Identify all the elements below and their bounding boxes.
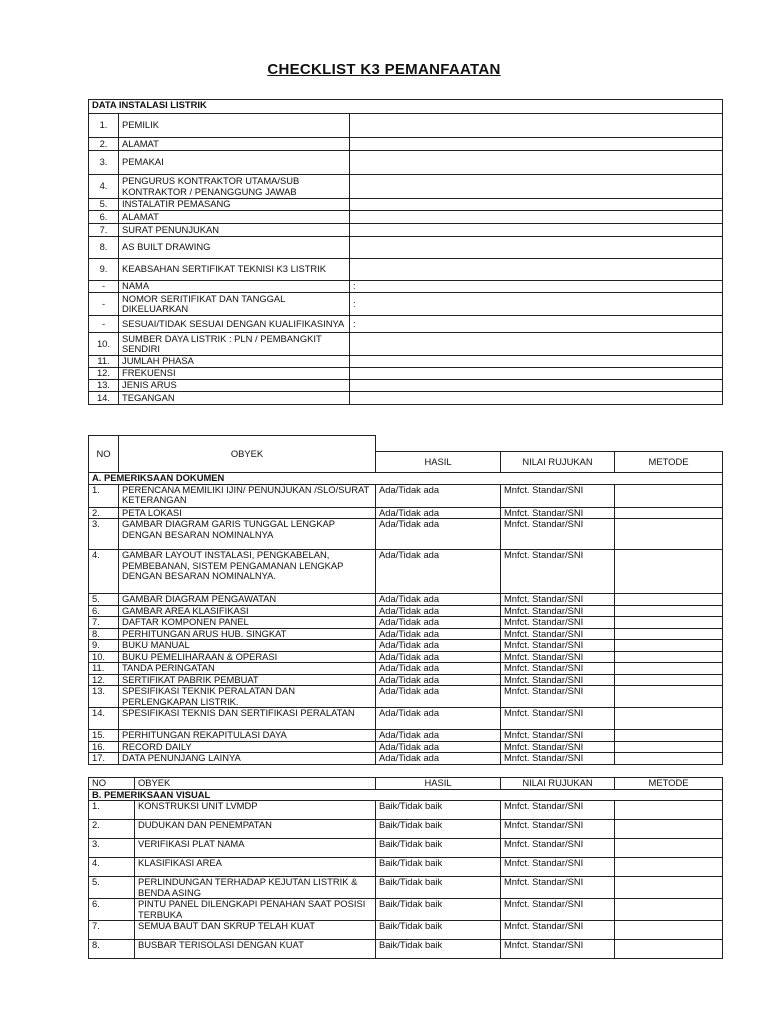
row-hasil-field[interactable]: Ada/Tidak ada xyxy=(376,550,501,594)
data-instalasi-row xyxy=(89,392,723,405)
row-number: 8. xyxy=(89,940,135,959)
dokumen-row xyxy=(89,741,723,753)
data-instalasi-row xyxy=(89,333,723,356)
dokumen-row xyxy=(89,640,723,652)
data-instalasi-row xyxy=(89,281,723,293)
row-number: 7. xyxy=(89,921,135,940)
row-hasil-field[interactable]: Ada/Tidak ada xyxy=(376,640,501,652)
visual-row xyxy=(89,858,723,877)
row-hasil-field[interactable]: Ada/Tidak ada xyxy=(376,753,501,765)
row-value-field[interactable]: : xyxy=(350,281,723,293)
col-header-hasil: HASIL xyxy=(376,778,501,790)
row-metode-field[interactable] xyxy=(615,708,723,730)
row-hasil-field[interactable]: Ada/Tidak ada xyxy=(376,507,501,519)
dokumen-row xyxy=(89,519,723,550)
row-number: 4. xyxy=(89,550,119,594)
row-hasil-field[interactable]: Baik/Tidak baik xyxy=(376,839,501,858)
row-obyek: DUDUKAN DAN PENEMPATAN xyxy=(135,820,376,839)
row-nilai-rujukan: Mnfct. Standar/SNI xyxy=(501,839,615,858)
dokumen-row xyxy=(89,617,723,629)
row-hasil-field[interactable]: Ada/Tidak ada xyxy=(376,686,501,708)
row-label: SESUAI/TIDAK SESUAI DENGAN KUALIFIKASINYA xyxy=(119,316,350,333)
row-number: 13. xyxy=(89,380,119,392)
row-label: INSTALATIR PEMASANG xyxy=(119,199,350,211)
row-metode-field[interactable] xyxy=(615,674,723,686)
visual-row xyxy=(89,921,723,940)
data-instalasi-row xyxy=(89,224,723,237)
row-label: KEABSAHAN SERTIFIKAT TEKNISI K3 LISTRIK xyxy=(119,259,350,281)
row-number: 1. xyxy=(89,801,135,820)
row-number: 9. xyxy=(89,640,119,652)
col-header-hasil: HASIL xyxy=(376,452,501,473)
row-nilai-rujukan: Mnfct. Standar/SNI xyxy=(501,858,615,877)
row-metode-field[interactable] xyxy=(615,940,723,959)
row-nilai-rujukan: Mnfct. Standar/SNI xyxy=(501,741,615,753)
row-hasil-field[interactable]: Baik/Tidak baik xyxy=(376,877,501,899)
data-instalasi-row xyxy=(89,293,723,316)
row-obyek: PERLINDUNGAN TERHADAP KEJUTAN LISTRIK & BENDA ASING xyxy=(135,877,376,899)
row-nilai-rujukan: Mnfct. Standar/SNI xyxy=(501,628,615,640)
row-obyek: GAMBAR AREA KLASIFIKASI xyxy=(119,605,376,617)
data-instalasi-row xyxy=(89,151,723,175)
row-value-field[interactable] xyxy=(350,175,723,199)
row-number: 3. xyxy=(89,839,135,858)
row-metode-field[interactable] xyxy=(615,858,723,877)
row-number: 11. xyxy=(89,356,119,368)
row-number: 5. xyxy=(89,594,119,606)
dokumen-row xyxy=(89,651,723,663)
dokumen-row xyxy=(89,730,723,742)
row-label: JUMLAH PHASA xyxy=(119,356,350,368)
col-header-metode: METODE xyxy=(615,778,723,790)
row-value-field[interactable] xyxy=(350,259,723,281)
row-value-field[interactable] xyxy=(350,199,723,211)
row-obyek: DAFTAR KOMPONEN PANEL xyxy=(119,617,376,629)
row-number: 16. xyxy=(89,741,119,753)
row-value-field[interactable] xyxy=(350,380,723,392)
row-value-field[interactable] xyxy=(350,211,723,224)
row-metode-field[interactable] xyxy=(615,651,723,663)
row-metode-field[interactable] xyxy=(615,519,723,550)
dokumen-row xyxy=(89,686,723,708)
row-nilai-rujukan: Mnfct. Standar/SNI xyxy=(501,519,615,550)
row-label: TEGANGAN xyxy=(119,392,350,405)
row-nilai-rujukan: Mnfct. Standar/SNI xyxy=(501,617,615,629)
row-obyek: KONSTRUKSI UNIT LVMDP xyxy=(135,801,376,820)
dokumen-row xyxy=(89,605,723,617)
data-instalasi-table xyxy=(88,99,723,405)
row-number: 15. xyxy=(89,730,119,742)
row-value-field[interactable] xyxy=(350,224,723,237)
data-instalasi-header: DATA INSTALASI LISTRIK xyxy=(89,100,723,114)
row-nilai-rujukan: Mnfct. Standar/SNI xyxy=(501,940,615,959)
row-obyek: PERHITUNGAN ARUS HUB. SINGKAT xyxy=(119,628,376,640)
row-number: - xyxy=(89,293,119,316)
data-instalasi-row xyxy=(89,175,723,199)
row-number: 7. xyxy=(89,617,119,629)
row-obyek: SEMUA BAUT DAN SKRUP TELAH KUAT xyxy=(135,921,376,940)
col-header-no: NO xyxy=(89,436,119,473)
row-label: PEMAKAI xyxy=(119,151,350,175)
row-number: 4. xyxy=(89,858,135,877)
row-metode-field[interactable] xyxy=(615,640,723,652)
row-nilai-rujukan: Mnfct. Standar/SNI xyxy=(501,801,615,820)
row-nilai-rujukan: Mnfct. Standar/SNI xyxy=(501,550,615,594)
row-metode-field[interactable] xyxy=(615,730,723,742)
row-hasil-field[interactable]: Ada/Tidak ada xyxy=(376,605,501,617)
row-label: PEMILIK xyxy=(119,114,350,138)
row-metode-field[interactable] xyxy=(615,801,723,820)
row-metode-field[interactable] xyxy=(615,663,723,675)
row-hasil-field[interactable]: Baik/Tidak baik xyxy=(376,921,501,940)
row-metode-field[interactable] xyxy=(615,628,723,640)
row-hasil-field[interactable]: Baik/Tidak baik xyxy=(376,820,501,839)
row-nilai-rujukan: Mnfct. Standar/SNI xyxy=(501,507,615,519)
visual-row xyxy=(89,839,723,858)
dokumen-row xyxy=(89,674,723,686)
row-number: 14. xyxy=(89,392,119,405)
row-hasil-field[interactable]: Ada/Tidak ada xyxy=(376,628,501,640)
dokumen-table xyxy=(88,435,723,765)
row-label: PENGURUS KONTRAKTOR UTAMA/SUB KONTRAKTOR / PENANGGUNG JAWAB xyxy=(119,175,350,199)
row-hasil-field[interactable]: Ada/Tidak ada xyxy=(376,651,501,663)
row-metode-field[interactable] xyxy=(615,617,723,629)
dokumen-row xyxy=(89,663,723,675)
row-number: 5. xyxy=(89,877,135,899)
col-header-nilai-rujukan: NILAI RUJUKAN xyxy=(501,452,615,473)
row-metode-field[interactable] xyxy=(615,605,723,617)
col-header-obyek: OBYEK xyxy=(119,436,376,473)
row-label: ALAMAT xyxy=(119,211,350,224)
section-b-header: B. PEMERIKSAAN VISUAL xyxy=(89,789,723,801)
row-metode-field[interactable] xyxy=(615,877,723,899)
row-obyek: PERHITUNGAN REKAPITULASI DAYA xyxy=(119,730,376,742)
row-metode-field[interactable] xyxy=(615,686,723,708)
row-number: 12. xyxy=(89,674,119,686)
visual-row xyxy=(89,899,723,921)
data-instalasi-row xyxy=(89,237,723,259)
row-number: 2. xyxy=(89,820,135,839)
row-obyek: KLASIFIKASI AREA xyxy=(135,858,376,877)
row-obyek: BUSBAR TERISOLASI DENGAN KUAT xyxy=(135,940,376,959)
dokumen-row xyxy=(89,507,723,519)
visual-row xyxy=(89,820,723,839)
row-nilai-rujukan: Mnfct. Standar/SNI xyxy=(501,605,615,617)
dokumen-row xyxy=(89,708,723,730)
row-obyek: TANDA PERINGATAN xyxy=(119,663,376,675)
row-nilai-rujukan: Mnfct. Standar/SNI xyxy=(501,484,615,507)
row-metode-field[interactable] xyxy=(615,507,723,519)
row-number: 12. xyxy=(89,368,119,380)
row-number: 2. xyxy=(89,507,119,519)
row-obyek: SPESIFIKASI TEKNIK PERALATAN DAN PERLENGKAPAN LISTRIK. xyxy=(119,686,376,708)
row-hasil-field[interactable]: Ada/Tidak ada xyxy=(376,663,501,675)
row-label: FREKUENSI xyxy=(119,368,350,380)
row-number: 11. xyxy=(89,663,119,675)
row-nilai-rujukan: Mnfct. Standar/SNI xyxy=(501,730,615,742)
row-number: 9. xyxy=(89,259,119,281)
row-number: 8. xyxy=(89,628,119,640)
row-number: 10. xyxy=(89,651,119,663)
data-instalasi-row xyxy=(89,199,723,211)
row-nilai-rujukan: Mnfct. Standar/SNI xyxy=(501,594,615,606)
row-label: ALAMAT xyxy=(119,138,350,151)
row-number: 4. xyxy=(89,175,119,199)
row-hasil-field[interactable]: Ada/Tidak ada xyxy=(376,484,501,507)
row-number: 1. xyxy=(89,114,119,138)
row-label: AS BUILT DRAWING xyxy=(119,237,350,259)
page-title: CHECKLIST K3 PEMANFAATAN xyxy=(267,61,501,78)
data-instalasi-row xyxy=(89,211,723,224)
row-number: 13. xyxy=(89,686,119,708)
row-nilai-rujukan: Mnfct. Standar/SNI xyxy=(501,877,615,899)
row-hasil-field[interactable]: Ada/Tidak ada xyxy=(376,741,501,753)
data-instalasi-row xyxy=(89,368,723,380)
row-obyek: SERTIFIKAT PABRIK PEMBUAT xyxy=(119,674,376,686)
col-header-nilai-rujukan: NILAI RUJUKAN xyxy=(501,778,615,790)
row-hasil-field[interactable]: Baik/Tidak baik xyxy=(376,801,501,820)
row-hasil-field[interactable]: Ada/Tidak ada xyxy=(376,519,501,550)
dokumen-row xyxy=(89,753,723,765)
row-nilai-rujukan: Mnfct. Standar/SNI xyxy=(501,640,615,652)
row-nilai-rujukan: Mnfct. Standar/SNI xyxy=(501,651,615,663)
visual-table xyxy=(88,777,723,959)
row-metode-field[interactable] xyxy=(615,741,723,753)
row-label: NAMA xyxy=(119,281,350,293)
row-number: 1. xyxy=(89,484,119,507)
row-number: 3. xyxy=(89,151,119,175)
row-number: 3. xyxy=(89,519,119,550)
row-obyek: PERENCANA MEMILIKI IJIN/ PENUNJUKAN /SLO/SURAT KETERANGAN xyxy=(119,484,376,507)
row-hasil-field[interactable]: Baik/Tidak baik xyxy=(376,899,501,921)
dokumen-row xyxy=(89,594,723,606)
row-nilai-rujukan: Mnfct. Standar/SNI xyxy=(501,820,615,839)
data-instalasi-row xyxy=(89,114,723,138)
row-number: 6. xyxy=(89,211,119,224)
row-value-field[interactable] xyxy=(350,392,723,405)
row-number: 2. xyxy=(89,138,119,151)
row-hasil-field[interactable]: Ada/Tidak ada xyxy=(376,617,501,629)
data-instalasi-row xyxy=(89,259,723,281)
row-value-field[interactable] xyxy=(350,333,723,356)
row-nilai-rujukan: Mnfct. Standar/SNI xyxy=(501,753,615,765)
row-nilai-rujukan: Mnfct. Standar/SNI xyxy=(501,674,615,686)
row-number: 8. xyxy=(89,237,119,259)
row-value-field[interactable] xyxy=(350,356,723,368)
row-value-field[interactable] xyxy=(350,138,723,151)
row-metode-field[interactable] xyxy=(615,753,723,765)
col-header-obyek: OBYEK xyxy=(135,778,376,790)
row-obyek: GAMBAR LAYOUT INSTALASI, PENGKABELAN, PEMBEBANAN, SISTEM PENGAMANAN LENGKAP DENGAN BESARAN NOMINALNYA. xyxy=(119,550,376,594)
row-metode-field[interactable] xyxy=(615,594,723,606)
row-value-field[interactable] xyxy=(350,151,723,175)
row-obyek: VERIFIKASI PLAT NAMA xyxy=(135,839,376,858)
row-value-field[interactable]: : xyxy=(350,316,723,333)
row-hasil-field[interactable]: Ada/Tidak ada xyxy=(376,674,501,686)
row-nilai-rujukan: Mnfct. Standar/SNI xyxy=(501,686,615,708)
row-label: JENIS ARUS xyxy=(119,380,350,392)
row-metode-field[interactable] xyxy=(615,484,723,507)
row-number: 6. xyxy=(89,899,135,921)
row-number: 6. xyxy=(89,605,119,617)
row-hasil-field[interactable]: Ada/Tidak ada xyxy=(376,708,501,730)
row-value-field[interactable] xyxy=(350,368,723,380)
row-label: SUMBER DAYA LISTRIK : PLN / PEMBANGKIT SENDIRI xyxy=(119,333,350,356)
data-instalasi-row xyxy=(89,316,723,333)
row-value-field[interactable] xyxy=(350,237,723,259)
row-obyek: BUKU MANUAL xyxy=(119,640,376,652)
row-obyek: PINTU PANEL DILENGKAPI PENAHAN SAAT POSISI TERBUKA xyxy=(135,899,376,921)
dokumen-row xyxy=(89,628,723,640)
row-nilai-rujukan: Mnfct. Standar/SNI xyxy=(501,708,615,730)
header-gap xyxy=(376,436,723,452)
row-number: - xyxy=(89,316,119,333)
row-number: 7. xyxy=(89,224,119,237)
row-metode-field[interactable] xyxy=(615,839,723,858)
row-nilai-rujukan: Mnfct. Standar/SNI xyxy=(501,899,615,921)
row-number: 5. xyxy=(89,199,119,211)
row-number: 10. xyxy=(89,333,119,356)
dokumen-row xyxy=(89,484,723,507)
row-metode-field[interactable] xyxy=(615,921,723,940)
visual-row xyxy=(89,801,723,820)
row-number: 17. xyxy=(89,753,119,765)
row-obyek: GAMBAR DIAGRAM GARIS TUNGGAL LENGKAP DENGAN BESARAN NOMINALNYA xyxy=(119,519,376,550)
data-instalasi-row xyxy=(89,138,723,151)
row-value-field[interactable] xyxy=(350,114,723,138)
row-number: 14. xyxy=(89,708,119,730)
dokumen-row xyxy=(89,550,723,594)
row-obyek: GAMBAR DIAGRAM PENGAWATAN xyxy=(119,594,376,606)
row-obyek: SPESIFIKASI TEKNIS DAN SERTIFIKASI PERALATAN xyxy=(119,708,376,730)
row-metode-field[interactable] xyxy=(615,820,723,839)
row-obyek: DATA PENUNJANG LAINYA xyxy=(119,753,376,765)
row-nilai-rujukan: Mnfct. Standar/SNI xyxy=(501,921,615,940)
col-header-metode: METODE xyxy=(615,452,723,473)
data-instalasi-row xyxy=(89,356,723,368)
row-obyek: RECORD DAILY xyxy=(119,741,376,753)
row-obyek: PETA LOKASI xyxy=(119,507,376,519)
data-instalasi-row xyxy=(89,380,723,392)
visual-row xyxy=(89,940,723,959)
col-header-no: NO xyxy=(89,778,135,790)
row-value-field[interactable]: : xyxy=(350,293,723,316)
row-nilai-rujukan: Mnfct. Standar/SNI xyxy=(501,663,615,675)
row-label: SURAT PENUNJUKAN xyxy=(119,224,350,237)
visual-row xyxy=(89,877,723,899)
row-hasil-field[interactable]: Baik/Tidak baik xyxy=(376,858,501,877)
row-number: - xyxy=(89,281,119,293)
row-hasil-field[interactable]: Ada/Tidak ada xyxy=(376,594,501,606)
row-metode-field[interactable] xyxy=(615,550,723,594)
row-hasil-field[interactable]: Baik/Tidak baik xyxy=(376,940,501,959)
row-obyek: BUKU PEMELIHARAAN & OPERASI xyxy=(119,651,376,663)
row-hasil-field[interactable]: Ada/Tidak ada xyxy=(376,730,501,742)
section-a-header: A. PEMERIKSAAN DOKUMEN xyxy=(89,473,723,485)
row-label: NOMOR SERITIFIKAT DAN TANGGAL DIKELUARKAN xyxy=(119,293,350,316)
row-metode-field[interactable] xyxy=(615,899,723,921)
